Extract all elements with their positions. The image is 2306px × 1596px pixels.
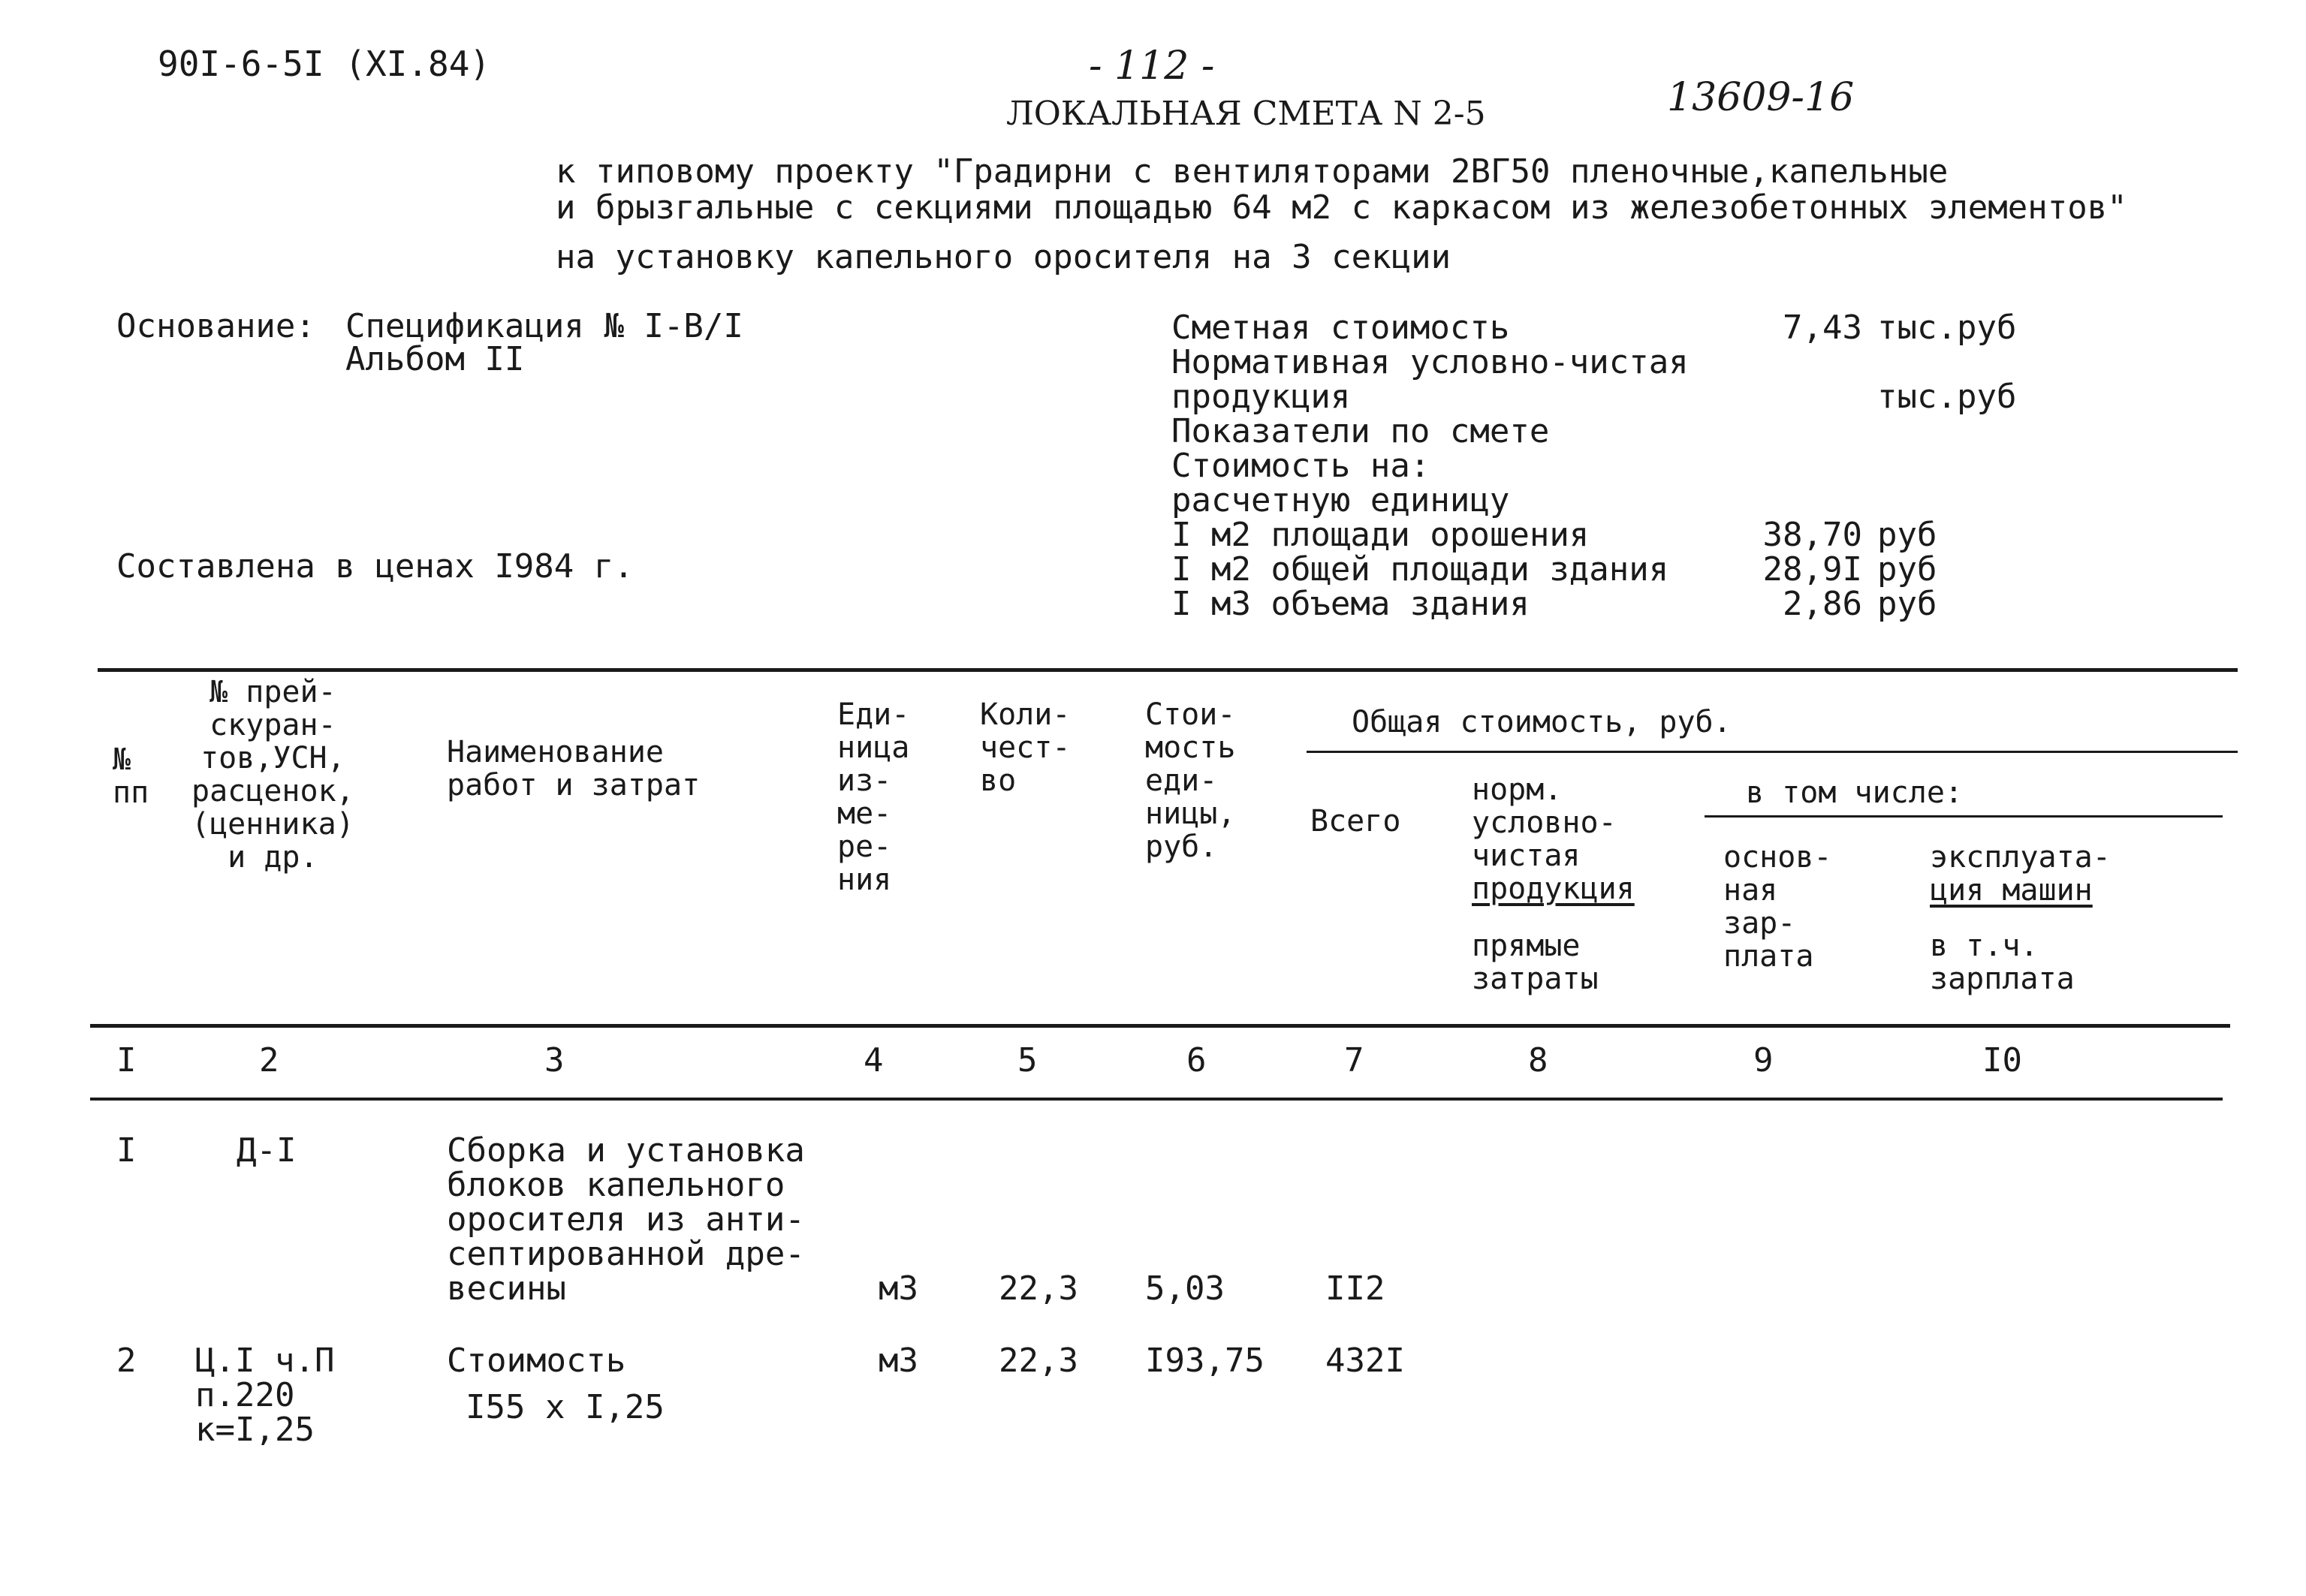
header-price-list-ref: № прей- скуран- тов,УСН, расценок, (ценника) и др. <box>191 675 354 875</box>
basis-label: Основание: <box>116 307 315 345</box>
column-number: I <box>116 1041 137 1080</box>
column-number: 2 <box>259 1041 279 1080</box>
header-machine-operation: эксплуата- ция машин <box>1930 840 2111 908</box>
column-number: 5 <box>1017 1041 1038 1080</box>
row-total: II2 <box>1325 1269 1385 1308</box>
subtitle-line-1: к типовому проекту "Градирни с вентиляторами 2ВГ50 пленочные,капельные <box>556 152 1949 191</box>
header-total: Всего <box>1310 804 1401 839</box>
estimated-cost-unit: тыс.руб <box>1877 309 2017 347</box>
row-unit-cost: I93,75 <box>1145 1342 1265 1380</box>
incl-group-rule <box>1705 815 2223 818</box>
header-unit-cost: Стои- мость еди- ницы, руб. <box>1145 697 1236 864</box>
prices-note: Составлена в ценах I984 г. <box>116 547 634 586</box>
row-number: I <box>116 1131 137 1170</box>
cost-for-label: Стоимость на: <box>1171 447 1430 485</box>
summary-row-label: I м2 общей площади здания <box>1171 550 1669 589</box>
column-numbers-rule <box>90 1098 2223 1101</box>
column-number: 6 <box>1186 1041 1207 1080</box>
column-number: 9 <box>1753 1041 1774 1080</box>
row-unit: м3 <box>879 1269 918 1308</box>
normative-label-2: продукция <box>1171 378 1351 416</box>
row-unit: м3 <box>879 1342 918 1380</box>
row-work-name: Сборка и установка блоков капельного оросителя из анти- септированной дре- весины <box>447 1131 805 1308</box>
summary-row-value: 2,86 <box>1783 585 1862 623</box>
header-row-number: № пп <box>113 742 149 810</box>
estimated-cost-value: 7,43 <box>1783 309 1862 347</box>
summary-row-value: 38,70 <box>1762 516 1862 554</box>
basis-specification: Спецификация № I-В/I <box>345 307 743 345</box>
summary-row-unit: руб <box>1877 516 1937 554</box>
header-quantity: Коли- чест- во <box>980 697 1071 798</box>
normative-label-1: Нормативная условно-чистая <box>1171 343 1689 381</box>
column-number: 4 <box>864 1041 884 1080</box>
summary-row-label: I м3 объема здания <box>1171 585 1530 623</box>
registration-stamp-number: 13609-16 <box>1667 75 1855 120</box>
row-unit-cost: 5,03 <box>1145 1269 1225 1308</box>
table-top-rule <box>98 668 2238 672</box>
header-direct-costs: прямые затраты <box>1472 929 1599 996</box>
document-code: 90I-6-5I (XI.84) <box>158 44 491 84</box>
column-number: 7 <box>1344 1041 1364 1080</box>
header-bottom-rule <box>90 1024 2230 1028</box>
subtitle-line-3: на установку капельного оросителя на 3 секции <box>556 238 1451 276</box>
row-total: 432I <box>1325 1342 1405 1380</box>
row-number: 2 <box>116 1342 137 1380</box>
row-calculation: I55 х I,25 <box>466 1388 665 1426</box>
header-base-salary: основ- ная зар- плата <box>1723 840 1832 974</box>
header-total-cost-group: Общая стоимость, руб. <box>1352 705 1732 739</box>
estimated-cost-label: Сметная стоимость <box>1171 309 1510 347</box>
header-including-group: в том числе: <box>1746 775 1963 810</box>
row-quantity: 22,3 <box>999 1342 1078 1380</box>
header-normative-product: норм. условно- чистая продукция <box>1472 772 1635 906</box>
summary-row-unit: руб <box>1877 550 1937 589</box>
row-quantity: 22,3 <box>999 1269 1078 1308</box>
column-number: 3 <box>544 1041 565 1080</box>
subtitle-line-2: и брызгальные с секциями площадью 64 м2 с каркасом из железобетонных элементов" <box>556 188 2127 227</box>
normative-unit: тыс.руб <box>1877 378 2017 416</box>
per-unit-label: расчетную единицу <box>1171 481 1510 519</box>
basis-album: Альбом II <box>345 340 525 378</box>
row-price-code: Д-I <box>237 1131 297 1170</box>
summary-row-unit: руб <box>1877 585 1937 623</box>
row-work-name: Стоимость <box>447 1342 626 1380</box>
summary-row-value: 28,9I <box>1762 550 1862 589</box>
total-group-rule <box>1307 751 2238 753</box>
summary-row-label: I м2 площади орошения <box>1171 516 1590 554</box>
header-unit: Еди- ница из- ме- ре- ния <box>837 697 910 897</box>
header-work-name: Наименование работ и затрат <box>447 735 701 803</box>
page-number: - 112 - <box>1089 44 1215 89</box>
column-number: 8 <box>1528 1041 1548 1080</box>
header-incl-salary: в т.ч. зарплата <box>1930 929 2075 996</box>
column-number: I0 <box>1982 1041 2022 1080</box>
document-title: ЛОКАЛЬНАЯ СМЕТА N 2-5 <box>1006 95 1486 133</box>
row-price-code: Ц.I ч.П п.220 к=I,25 <box>195 1342 335 1449</box>
indicators-label: Показатели по смете <box>1171 412 1550 450</box>
